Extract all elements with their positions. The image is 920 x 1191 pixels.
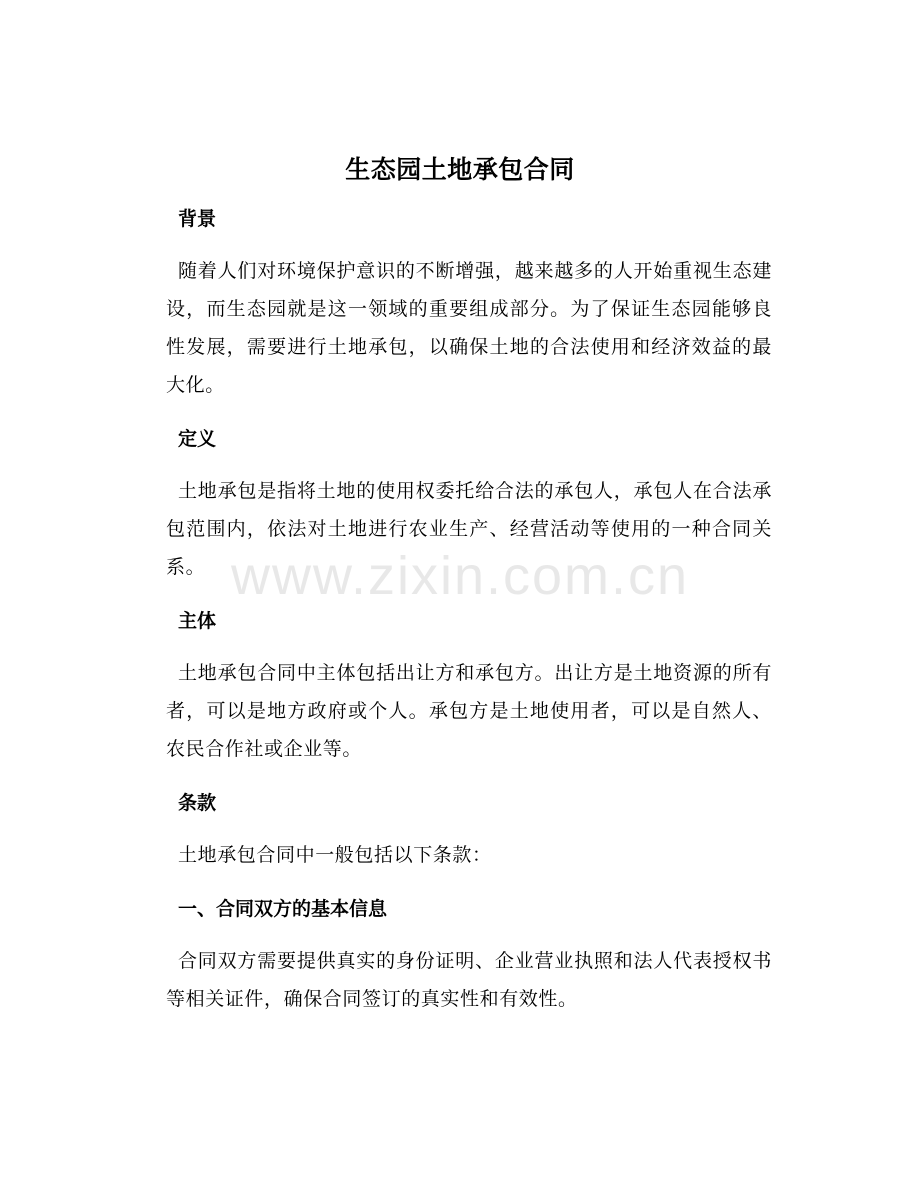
section-paragraph: 土地承包合同中主体包括出让方和承包方。出让方是土地资源的所有者，可以是地方政府或个人。承包方是土地使用者，可以是自然人、农民合作社或企业等。: [166, 662, 772, 760]
section-heading: 定义: [178, 428, 217, 450]
section-paragraph: 土地承包是指将土地的使用权委托给合法的承包人，承包人在合法承包范围内，依法对土地进行农业生产、经营活动等使用的一种合同关系。: [166, 480, 772, 578]
section-heading: 一、合同双方的基本信息: [178, 898, 388, 920]
section-paragraph: 随着人们对环境保护意识的不断增强，越来越多的人开始重视生态建设，而生态园就是这一领域的重要组成部分。为了保证生态园能够良性发展，需要进行土地承包，以确保土地的合法使用和经济效益的最大化。: [166, 260, 772, 396]
watermark: www.zixin.com.cn: [230, 546, 690, 606]
section-basic-info: [166, 890, 772, 1018]
section-terms: [166, 784, 772, 874]
document-body: [166, 200, 772, 1034]
section-paragraph: 合同双方需要提供真实的身份证明、企业营业执照和法人代表授权书等相关证件，确保合同签订的真实性和有效性。: [166, 950, 772, 1010]
section-heading: 主体: [178, 610, 217, 632]
document-title: 生态园土地承包合同: [345, 155, 575, 184]
section-paragraph: 土地承包合同中一般包括以下条款：: [178, 844, 492, 866]
section-parties: [166, 602, 772, 768]
section-heading: 背景: [178, 208, 217, 230]
section-definition: [166, 420, 772, 586]
section-background: [166, 200, 772, 404]
section-heading: 条款: [178, 792, 217, 814]
